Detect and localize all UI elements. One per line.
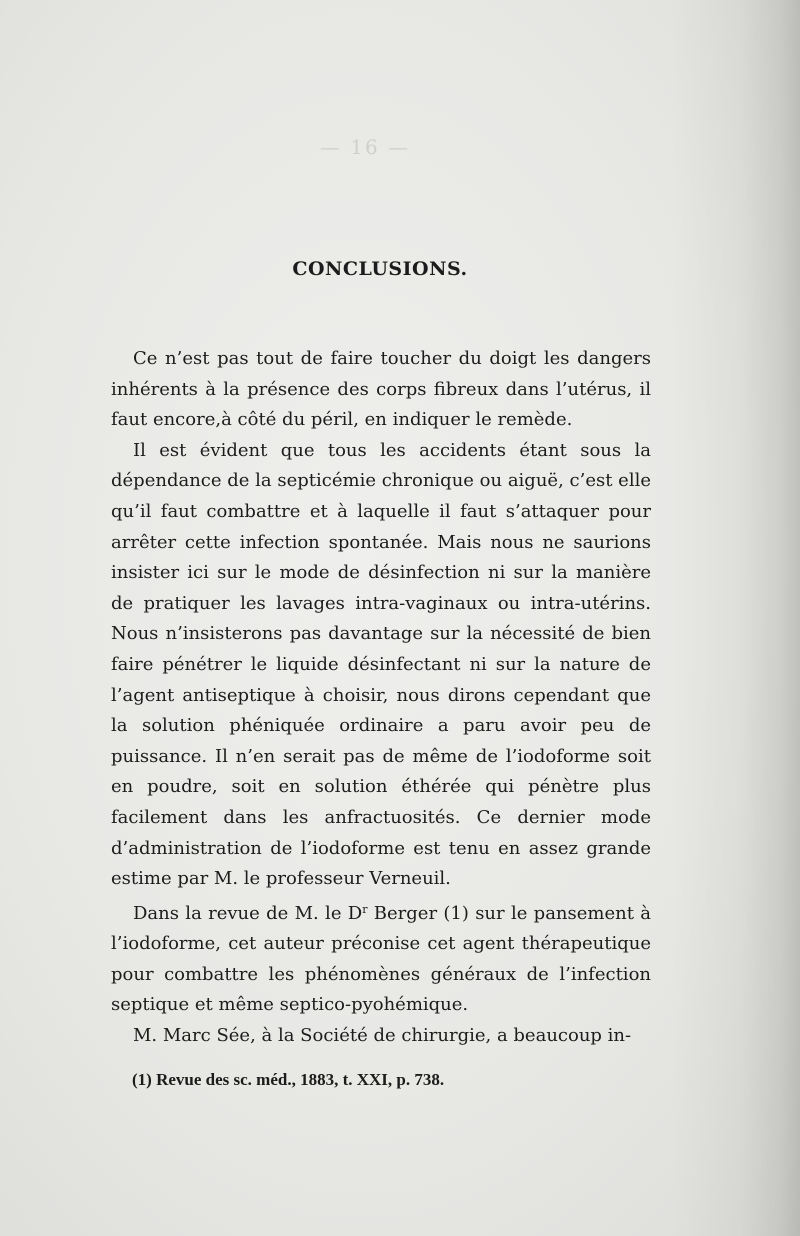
footnote: (1) Revue des sc. méd., 1883, t. XXI, p. 738. — [132, 1070, 445, 1089]
page-number: — 16 — — [319, 135, 411, 159]
paragraph-4: M. Marc Sée, à la Société de chirurgie, a beaucoup in- — [133, 1025, 632, 1047]
paragraph-2: Il est évident que tous les accidents étant sous la dépendance de la septicémie chronique ou aiguë, c’est elle qu’il faut combattre et à laquelle il faut s’attaquer pour arrêter cette infection spontanée. Mais nous ne saurions insister ici sur le mode de désinfection ni sur la manière de pratiquer les lavages intra-vaginaux ou intra-utérins. Nous n’insisterons pas davantage sur la nécessité de bien faire pénétrer le liquide désinfectant ni sur la nature de l’agent antiseptique à choisir, nous dirons cependant que la solution phéniquée ordinaire a paru avoir peu de puissance. Il n’en serait pas de même de l’iodoforme soit en poudre, soit en solution éthérée qui pénètre plus facilement dans les anfractuosités. Ce dernier mode d’administration de l’iodoforme est tenu en assez grande estime par M. le professeur Verneuil. — [111, 439, 651, 890]
body-text — [111, 344, 651, 1052]
paragraph-1: Ce n’est pas tout de faire toucher du doigt les dangers inhérents à la présence des corps fibreux dans l’utérus, il faut encore,à côté du péril, en indiquer le remède. — [111, 348, 651, 431]
paragraph-3-start: Dans la revue de M. le D — [133, 902, 363, 924]
superscript-r: r — [362, 902, 368, 916]
section-heading: CONCLUSIONS. — [292, 258, 468, 280]
paragraph-3-end: Berger (1) sur le pansement à l’iodoforme, cet auteur préconise cet agent thérapeutique pour combattre les phénomènes généraux de l’infection septique et même septico-pyohémique. — [111, 902, 651, 1016]
paragraph-3 — [111, 895, 651, 1021]
page-edge-shadow — [670, 0, 800, 1236]
